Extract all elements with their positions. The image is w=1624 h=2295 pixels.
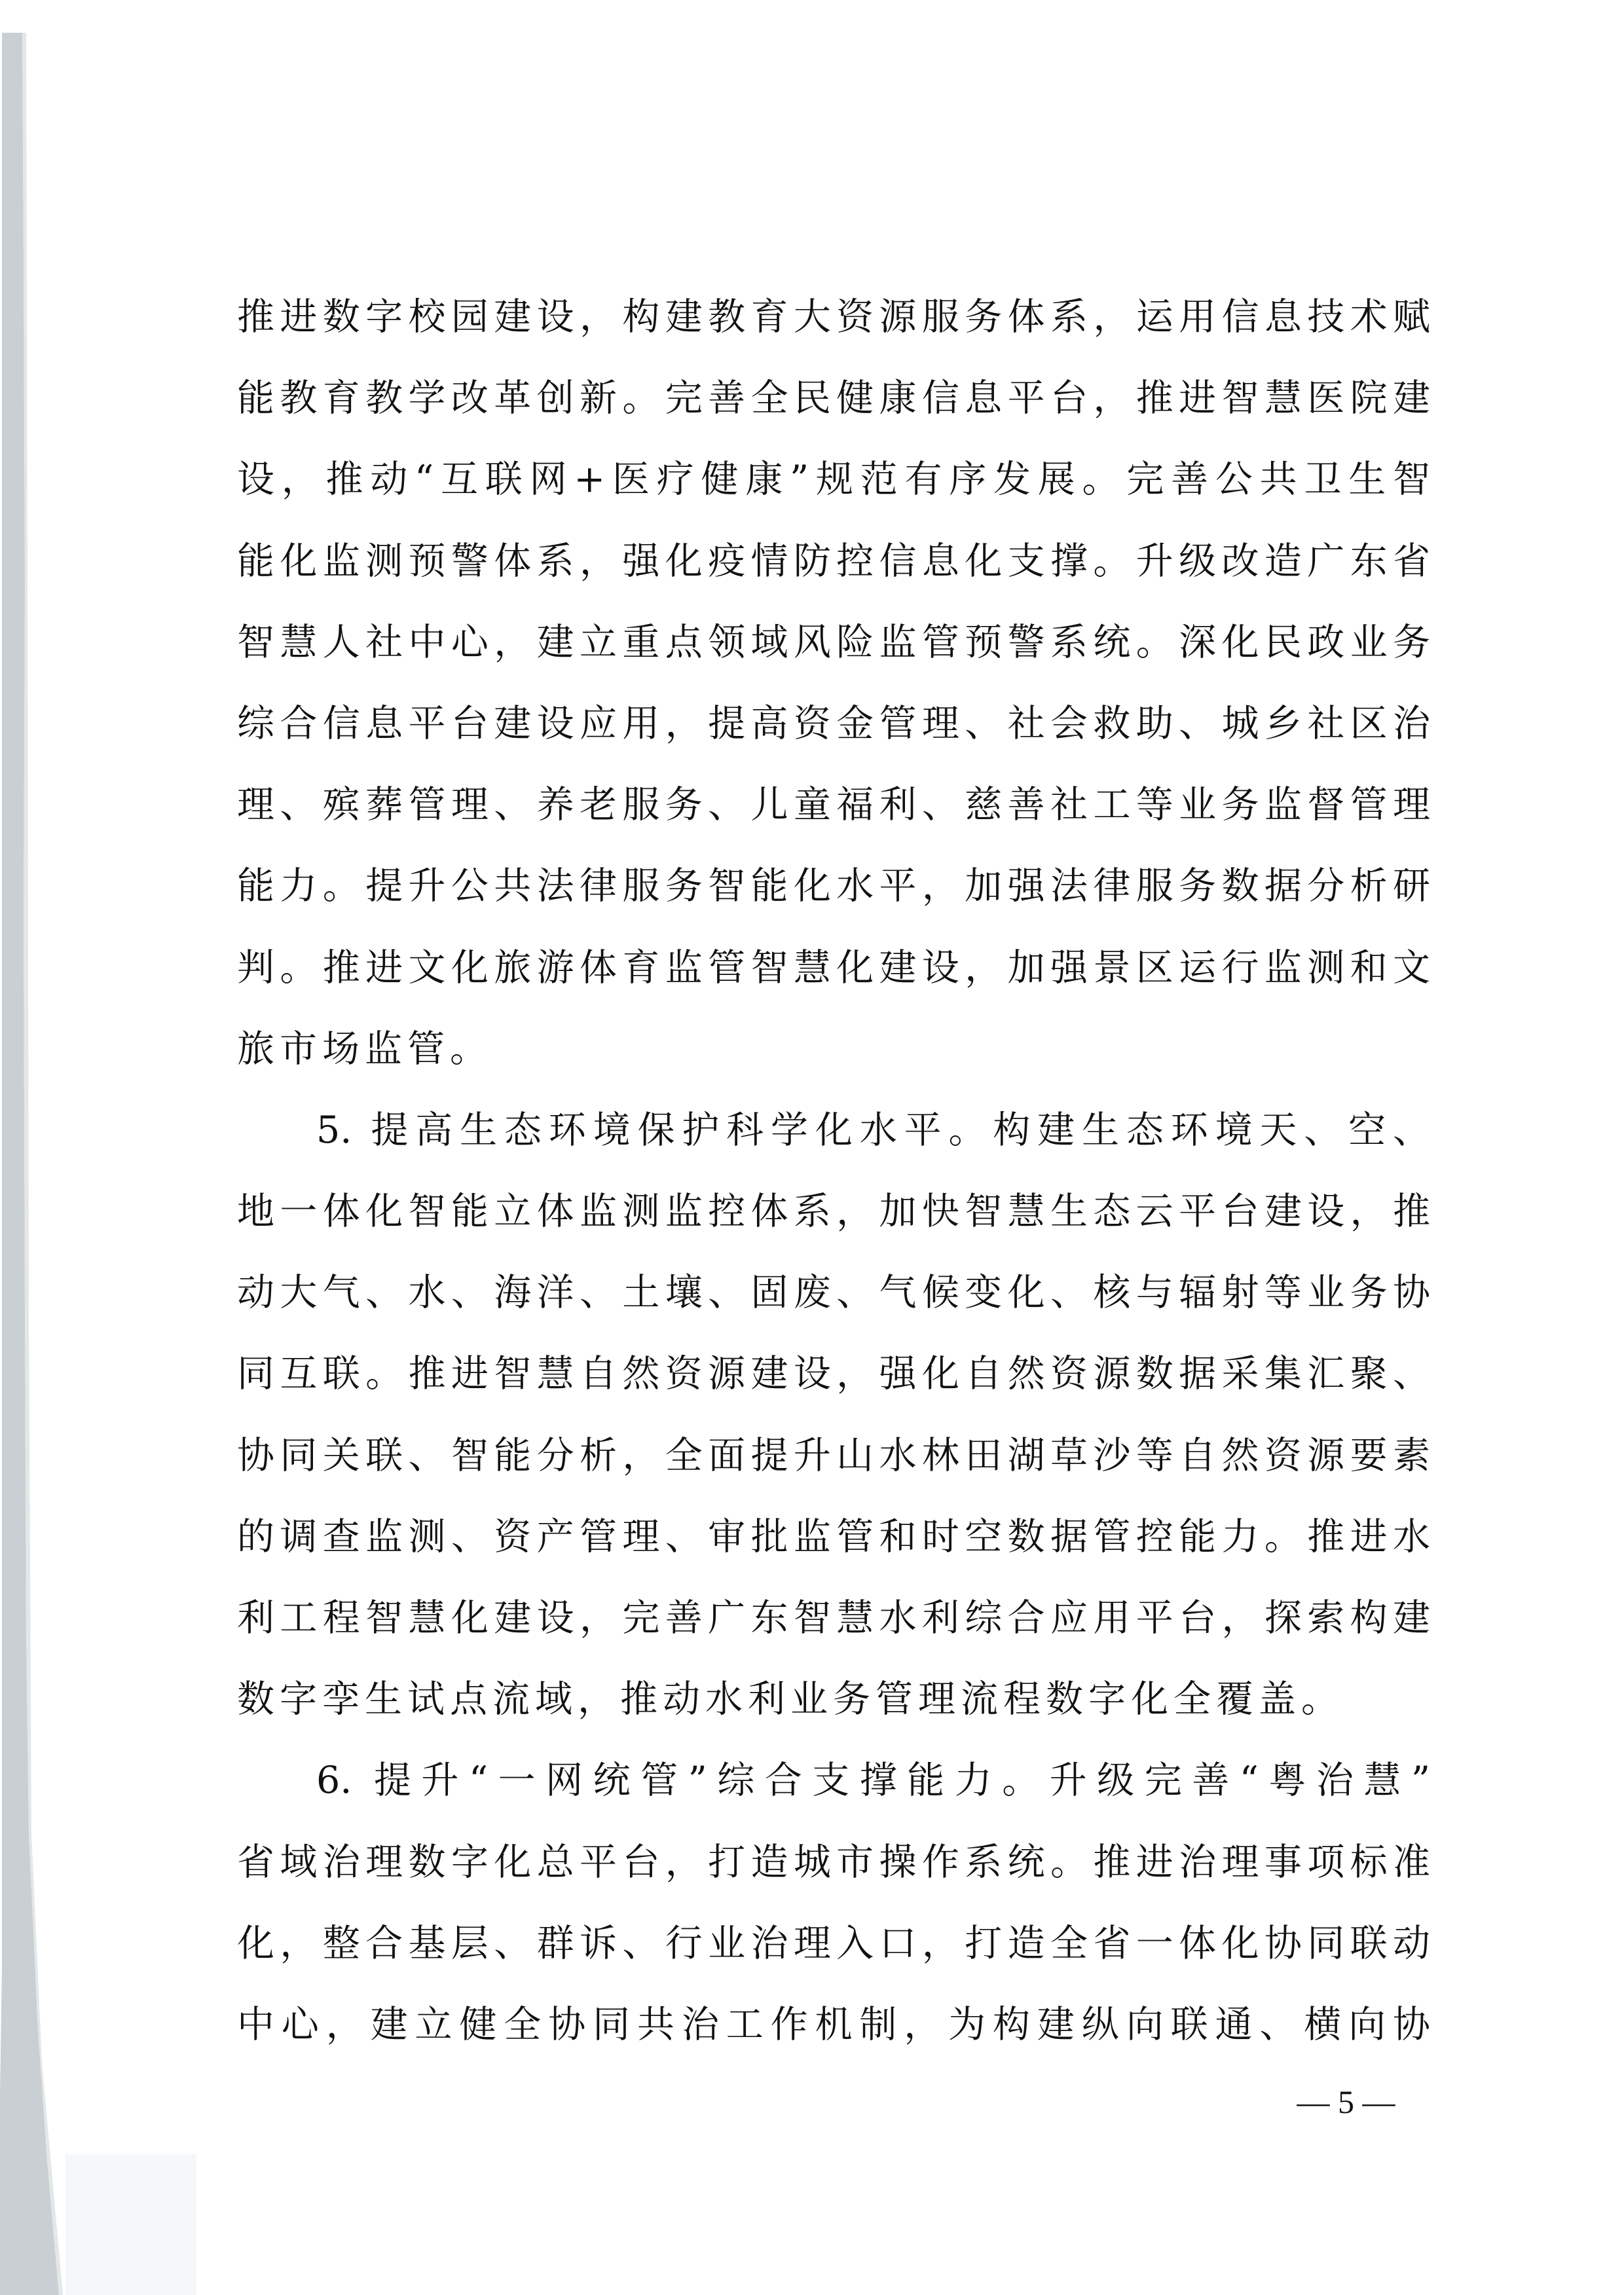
document-body [237, 276, 1430, 2065]
text-line: 理、殡葬管理、养老服务、儿童福利、慈善社工等业务监督管理 [237, 783, 1430, 827]
scan-edge-shadow [0, 0, 196, 2295]
text-line: 能力。提升公共法律服务智能化水平，加强法律服务数据分析研 [237, 864, 1430, 908]
paragraph-item-5 [237, 1090, 1430, 1740]
text-line: 推进数字校园建设，构建教育大资源服务体系，运用信息技术赋 [237, 295, 1430, 339]
item-6-heading-line: 6. 提升“一网统管”综合支撑能力。升级完善“粤治慧” [316, 1759, 1430, 1803]
text-line: 化，整合基层、群诉、行业治理入口，打造全省一体化协同联动 [237, 1921, 1430, 1965]
page-number: — 5 — [1297, 2084, 1395, 2120]
text-line: 中心，建立健全协同共治工作机制，为构建纵向联通、横向协 [237, 2002, 1430, 2046]
text-line: 能教育教学改革创新。完善全民健康信息平台，推进智慧医院建 [237, 376, 1430, 420]
text-line: 同互联。推进智慧自然资源建设，强化自然资源数据采集汇聚、 [237, 1352, 1430, 1396]
text-line: 能化监测预警体系，强化疫情防控信息化支撑。升级改造广东省 [237, 539, 1430, 583]
text-line: 数字孪生试点流域，推动水利业务管理流程数字化全覆盖。 [237, 1678, 1344, 1721]
item-5-heading-line: 5. 提高生态环境保护科学化水平。构建生态环境天、空、 [316, 1108, 1430, 1152]
text-line: 省域治理数字化总平台，打造城市操作系统。推进治理事项标准 [237, 1840, 1430, 1884]
text-line: 旅市场监管。 [237, 1027, 492, 1071]
text-line: 智慧人社中心，建立重点领域风险监管预警系统。深化民政业务 [237, 620, 1430, 664]
text-line: 动大气、水、海洋、土壤、固废、气候变化、核与辐射等业务协 [237, 1271, 1430, 1315]
paragraph-continued [237, 276, 1430, 1090]
text-line: 地一体化智能立体监测监控体系，加快智慧生态云平台建设，推 [237, 1190, 1430, 1234]
text-line: 综合信息平台建设应用，提高资金管理、社会救助、城乡社区治 [237, 701, 1430, 745]
text-line: 协同关联、智能分析，全面提升山水林田湖草沙等自然资源要素 [237, 1433, 1430, 1477]
paragraph-item-6 [237, 1740, 1430, 2065]
text-line: 利工程智慧化建设，完善广东智慧水利综合应用平台，探索构建 [237, 1596, 1430, 1640]
scan-smudge [65, 2154, 196, 2295]
text-line: 判。推进文化旅游体育监管智慧化建设，加强景区运行监测和文 [237, 946, 1430, 989]
text-line: 的调查监测、资产管理、审批监管和时空数据管控能力。推进水 [237, 1515, 1430, 1558]
text-line: 设，推动“互联网+医疗健康”规范有序发展。完善公共卫生智 [237, 458, 1430, 502]
